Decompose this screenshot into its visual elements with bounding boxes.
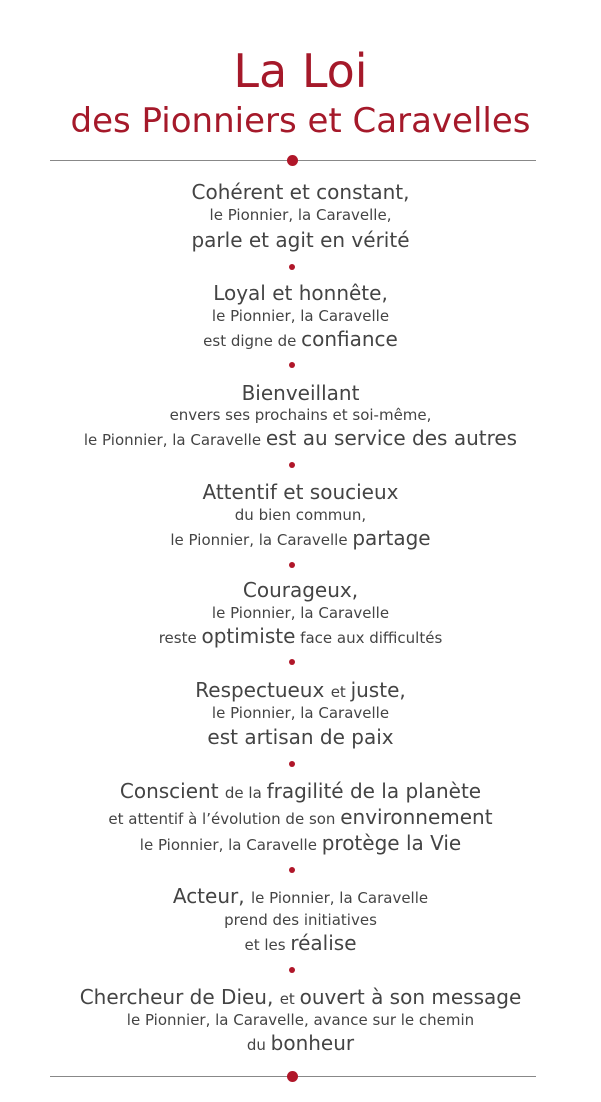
separator-dot [289,264,295,270]
article-8-line-2: prend des initiatives [224,911,377,929]
article-2-line-3: est digne de confiance [203,327,398,351]
article-2-line-1: Loyal et honnête, [213,281,388,305]
title-line-2: des Pionniers et Caravelles [70,101,531,141]
article-1-line-2: le Pionnier, la Caravelle, [209,206,392,224]
article-3-line-2: envers ses prochains et soi-même, [169,406,432,424]
separator-dot [289,659,295,665]
article-5-line-2: le Pionnier, la Caravelle [211,604,390,622]
article-3-line-1: Bienveillant [241,381,360,405]
article-1-line-1: Cohérent et constant, [191,180,410,204]
article-5-line-3: reste optimiste face aux difficultés [158,624,443,648]
separator-dot [289,562,295,568]
article-6-line-1: Respectueux et juste, [195,678,406,702]
bottom-rule-dot [287,1071,298,1082]
article-4-line-1: Attentif et soucieux [202,480,399,504]
separator-dot [289,761,295,767]
separator-dot [289,867,295,873]
article-7-line-3: le Pionnier, la Caravelle protège la Vie [139,831,462,855]
article-8-line-1: Acteur, le Pionnier, la Caravelle [172,884,429,908]
article-1-line-3: parle et agit en vérité [191,228,410,252]
article-9-line-3: du bonheur [246,1031,355,1055]
separator-dot [289,362,295,368]
article-7-line-2: et attentif à l’évolution de son environnement [108,805,493,829]
article-2-line-2: le Pionnier, la Caravelle [211,307,390,325]
article-4-line-2: du bien commun, [234,506,367,524]
article-3-line-3: le Pionnier, la Caravelle est au service des autres [83,426,518,450]
article-9-line-2: le Pionnier, la Caravelle, avance sur le chemin [126,1011,475,1029]
title-line-1: La Loi [233,44,368,98]
article-6-line-2: le Pionnier, la Caravelle [211,704,390,722]
top-rule-dot [287,155,298,166]
separator-dot [289,462,295,468]
article-5-line-1: Courageux, [242,578,359,602]
article-7-line-1: Conscient de la fragilité de la planète [119,779,482,803]
article-6-line-3: est artisan de paix [207,725,394,749]
article-8-line-3: et les réalise [244,931,357,955]
separator-dot [289,967,295,973]
article-4-line-3: le Pionnier, la Caravelle partage [170,526,431,550]
article-9-line-1: Chercheur de Dieu, et ouvert à son message [79,985,522,1009]
